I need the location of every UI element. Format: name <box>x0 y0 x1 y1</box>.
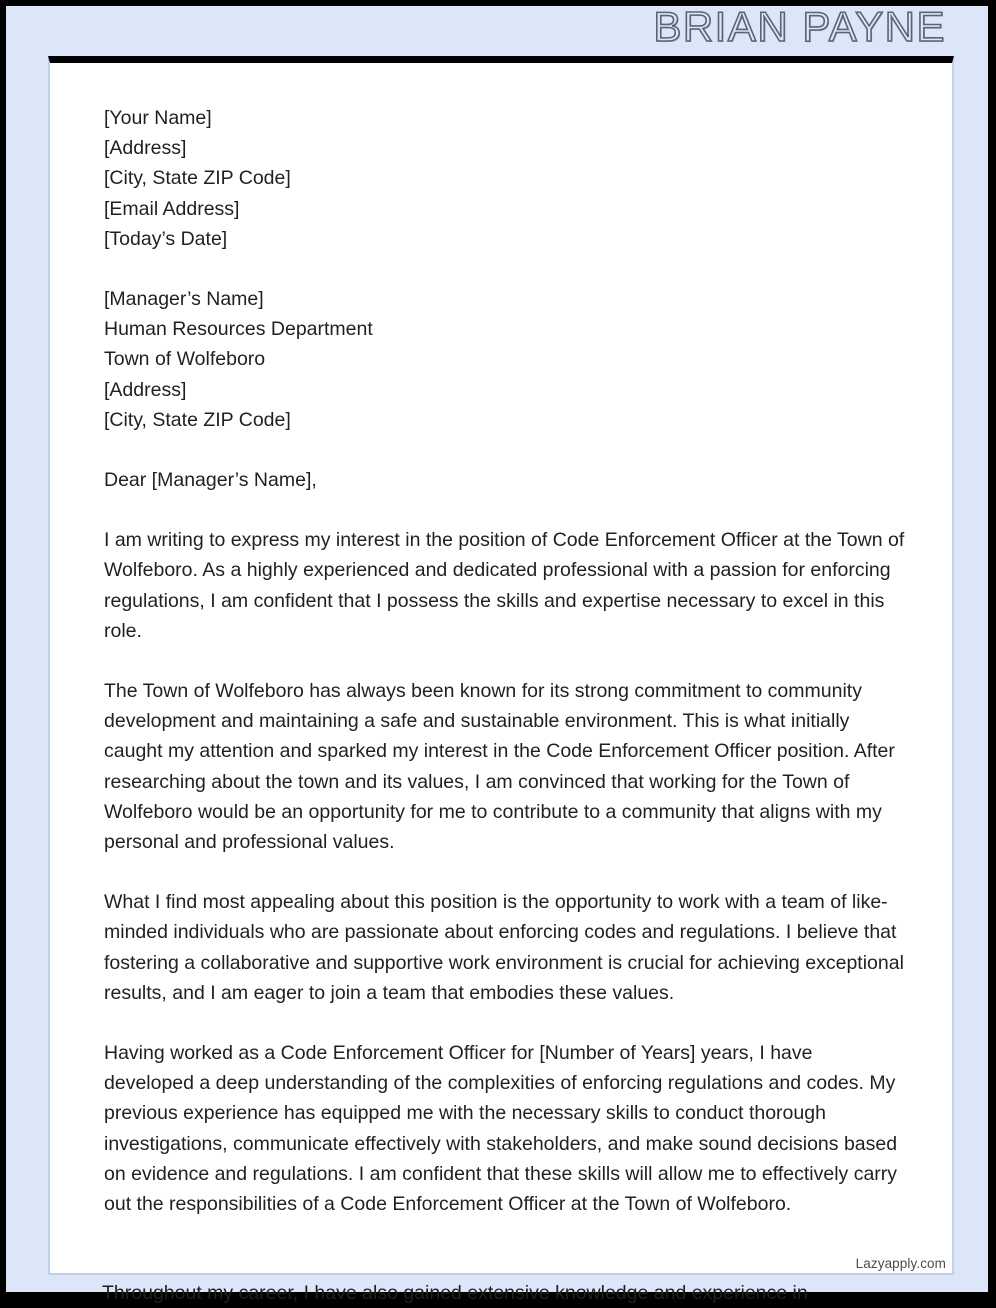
applicant-name-heading: BRIAN PAYNE <box>653 3 946 50</box>
recipient-line: [City, State ZIP Code] <box>104 408 291 431</box>
sender-line: [Email Address] <box>104 197 240 220</box>
recipient-line: Human Resources Department <box>104 318 373 341</box>
lazyapply-watermark: Lazyapply.com <box>855 1256 946 1271</box>
recipient-address-block <box>104 284 906 435</box>
sender-line: [City, State ZIP Code] <box>104 167 291 190</box>
letter-continuation-line: Throughout my career, I have also gained extensive knowledge and experience in <box>102 1282 808 1304</box>
letterhead <box>6 3 988 56</box>
sender-line: [Address] <box>104 137 187 160</box>
sender-line: [Your Name] <box>104 107 212 129</box>
salutation-line: Dear [Manager’s Name], <box>104 469 317 492</box>
letter-paragraph: The Town of Wolfeboro has always been known for its strong commitment to community development and maintaining a safe and sustainable environment. This is what initially caught my attention and sparked my interest in the Code Enforcement Officer position. After researching about the town and its values, I am convinced that working for the Town of Wolfeboro would be an opportunity for me to contribute to a community that aligns with my personal and professional values. <box>104 680 895 854</box>
sender-address-block <box>104 103 906 254</box>
sender-line: [Today’s Date] <box>104 227 228 250</box>
recipient-line: [Address] <box>104 378 187 401</box>
recipient-line: Town of Wolfeboro <box>104 348 266 371</box>
document-canvas <box>6 3 988 1304</box>
letter-body <box>50 63 952 1219</box>
letter-paragraph: What I find most appealing about this position is the opportunity to work with a team of like-minded individuals who are passionate about enforcing codes and regulations. I believe that fostering a collaborative and supportive work environment is crucial for achieving exceptional results, and I am eager to join a team that embodies these values. <box>104 891 904 1004</box>
letter-paragraph: I am writing to express my interest in the position of Code Enforcement Officer at the Town of Wolfeboro. As a highly experienced and dedicated professional with a passion for enforcing regulations, I am confident that I possess the skills and expertise necessary to excel in this role. <box>104 529 905 642</box>
letter-paragraph: Having worked as a Code Enforcement Officer for [Number of Years] years, I have developed a deep understanding of the complexities of enforcing regulations and codes. My previous experience has equipped me with the necessary skills to conduct thorough investigations, communicate effectively with stakeholders, and make sound decisions based on evidence and regulations. I am confident that these skills will allow me to effectively carry out the responsibilities of a Code Enforcement Officer at the Town of Wolfeboro. <box>104 1042 898 1216</box>
recipient-line: [Manager’s Name] <box>104 288 264 311</box>
letter-page-sheet <box>48 56 954 1275</box>
